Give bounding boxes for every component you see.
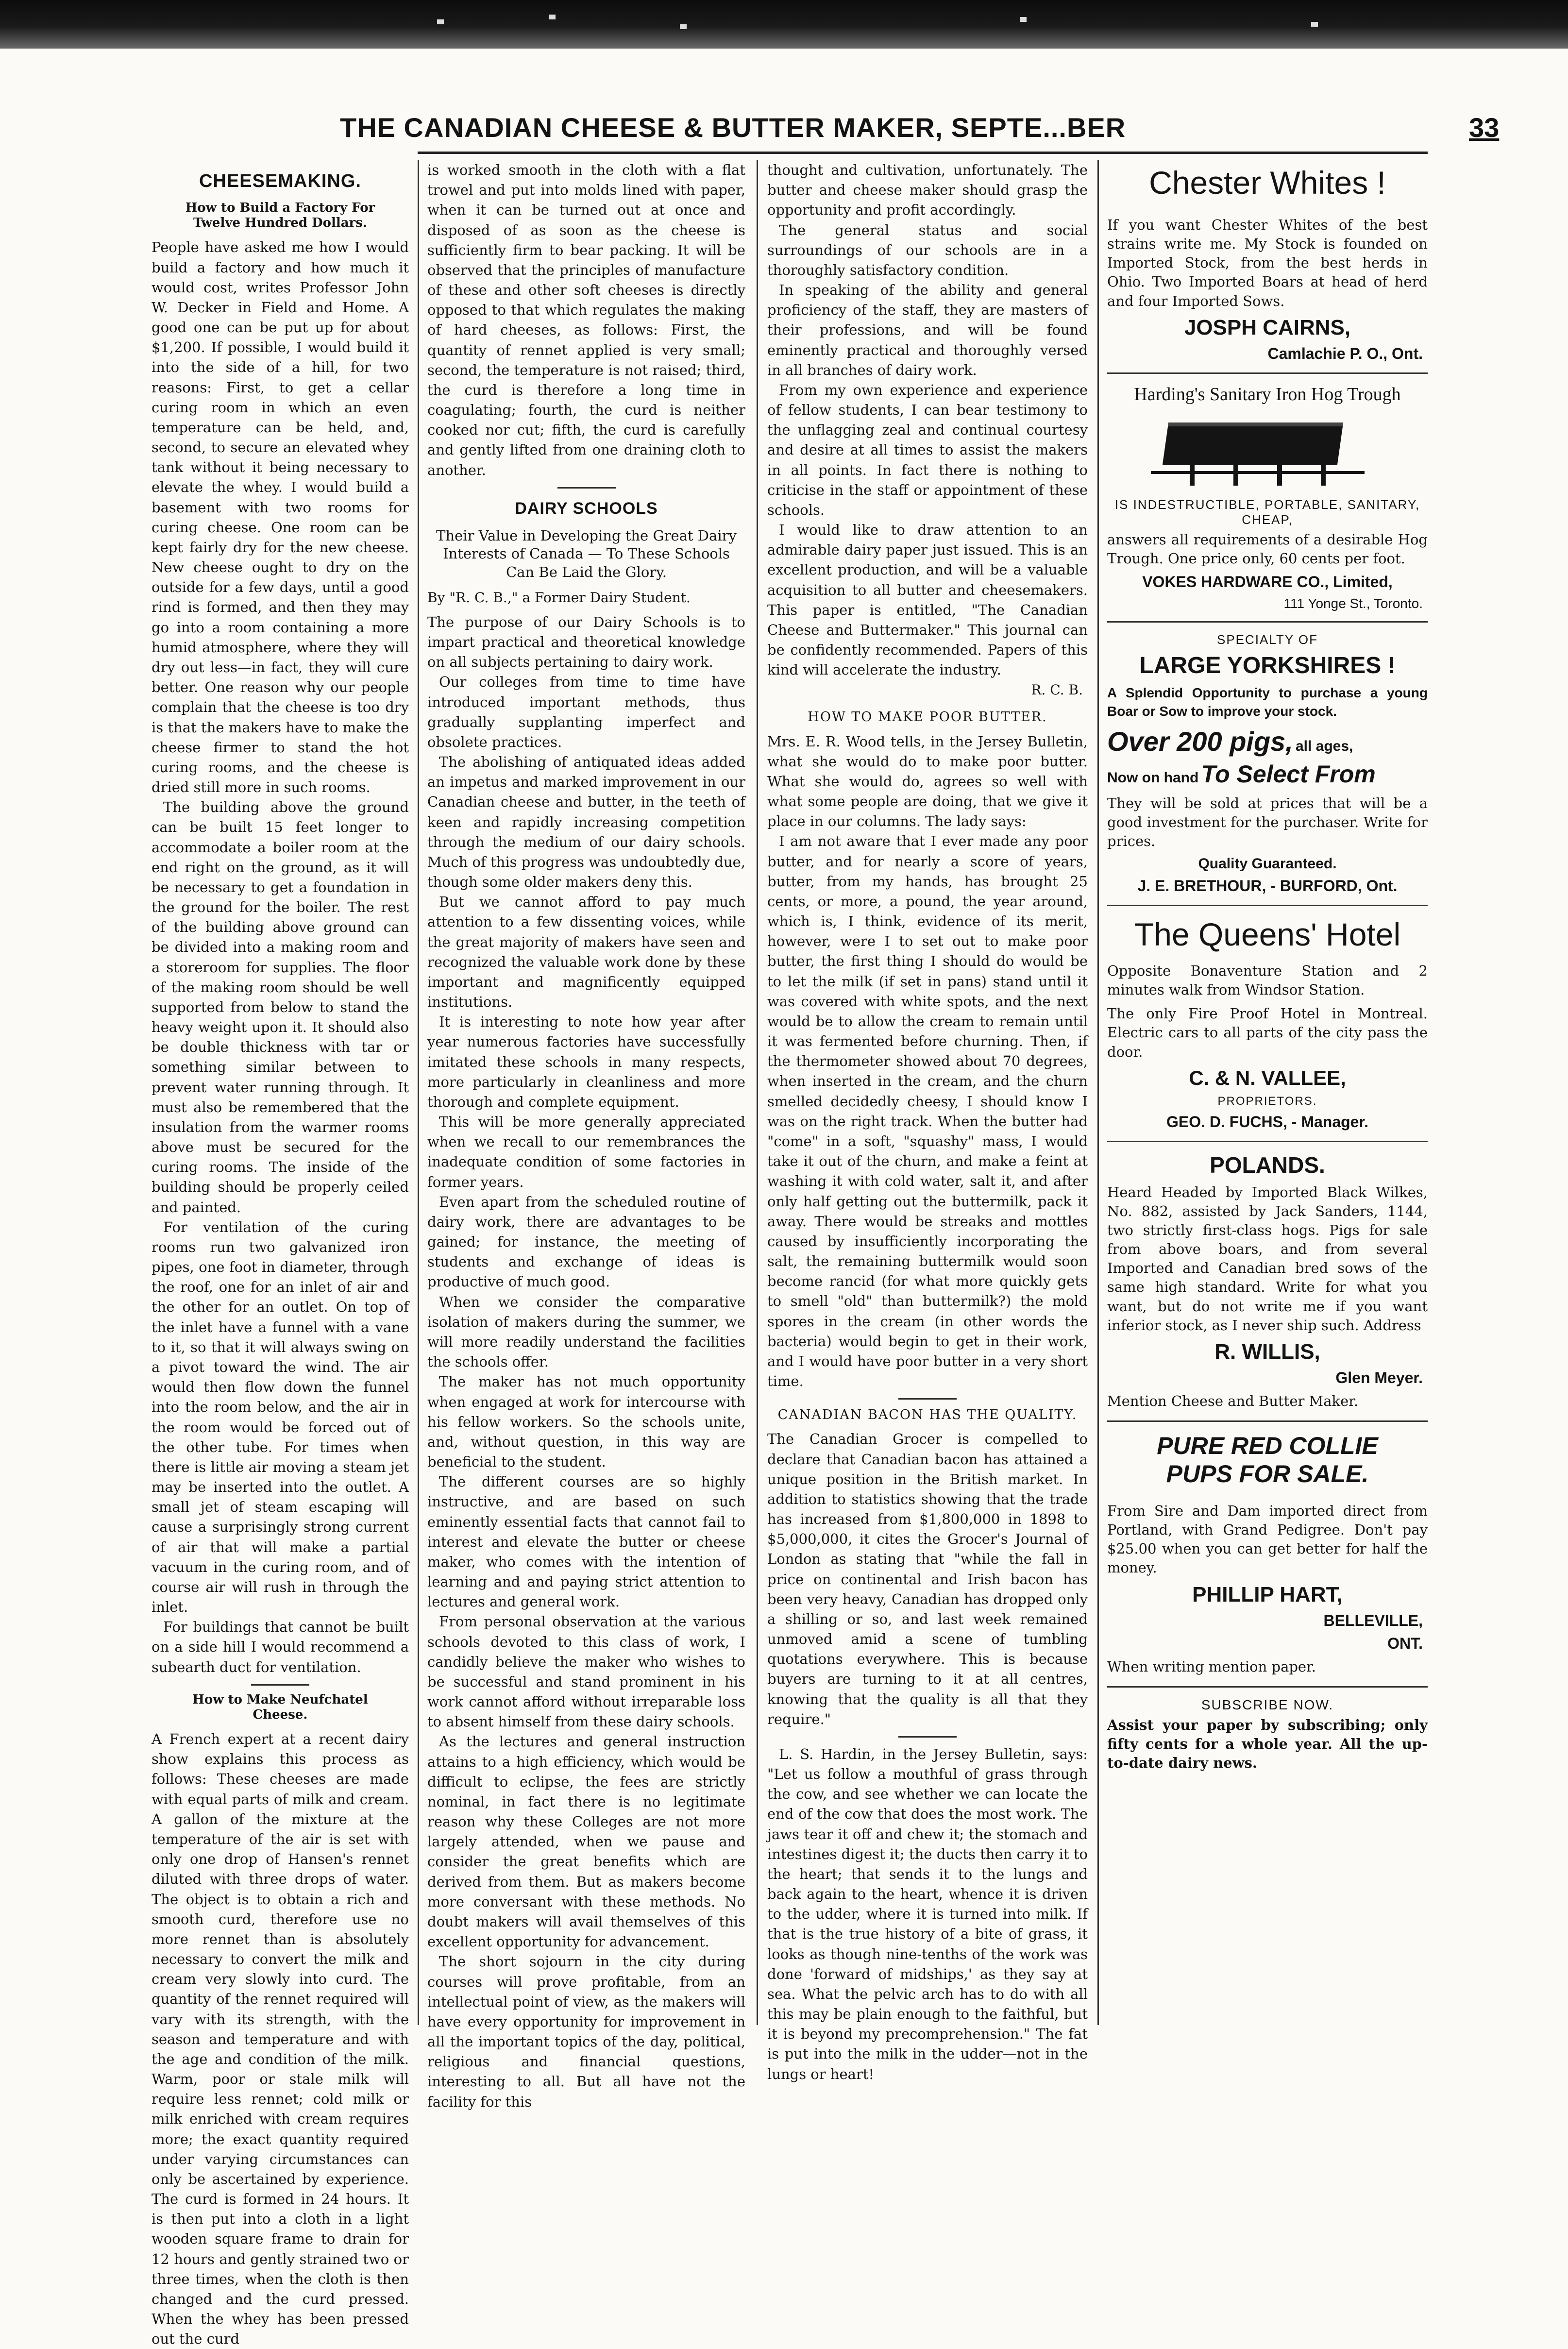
divider	[1107, 372, 1428, 374]
article-heading: HOW TO MAKE POOR BUTTER.	[808, 710, 1047, 725]
paragraph: People have asked me how I would build a factory and how much it would cost, writes Professor John W. Decker in Field and Home. A good one can be put up for about $1,200. If possible, I would build it into the side of a hill, for two reasons: First, to get a cellar curing room in which an even temperature can be held, and, second, to secure an elevated whey tank without it being necessary to elevate the whey. I would build a basement with two rooms for curing cheese. One room can be kept fairly dry for the new cheese. New cheese ought to dry on the outside for a few days, until a good rind is formed, and then they may go into a room containing a more humid atmosphere, where they will dry out less—in fact, they will cure better. One reason why our people complain that the cheese is too dry is that the makers have to make the cheese firmer to stand the hot curing rooms, and the cheese is dried still more in such rooms.	[152, 239, 409, 796]
article-subheading: Their Value in Developing the Great Dairy Interests of Canada — To These Schools Can Be Laid the Glory.	[436, 527, 737, 581]
ad-name: PHILLIP HART,	[1192, 1582, 1343, 1606]
paragraph: But we cannot afford to pay much attention to a few dissenting voices, while the great majority of makers have seen and recognized the valuable work done by these important and magnificently equipped institutions.	[427, 894, 745, 1011]
column-divider	[757, 160, 758, 2025]
ad-text: SPECIALTY OF	[1217, 632, 1318, 647]
divider	[557, 487, 616, 489]
paragraph: When we consider the comparative isolation of makers during the summer, we will more readily understand the facilities the schools offer.	[427, 1293, 745, 1370]
article-heading: DAIRY SCHOOLS	[515, 499, 658, 518]
ad-name: R. WILLIS,	[1214, 1339, 1320, 1364]
signature: R. C. B.	[1031, 682, 1083, 698]
ad-address: BELLEVILLE,	[1323, 1611, 1423, 1629]
ad-text: GEO. D. FUCHS, - Manager.	[1166, 1113, 1369, 1131]
ad-text: Now on hand	[1107, 769, 1199, 786]
column-2	[427, 160, 745, 2110]
article-heading: CANADIAN BACON HAS THE QUALITY.	[777, 1407, 1078, 1423]
divider	[1107, 1686, 1428, 1688]
ad-hog-trough-title: Harding's Sanitary Iron Hog Trough	[1134, 384, 1401, 405]
paragraph: is worked smooth in the cloth with a flat trowel and put into molds lined with paper, when it can be turned out at once and disposed of as soon as the cheese is sufficiently firm to bear packing. It will be observed that the principles of manufacture of these and other soft cheeses is directly opposed to that which regulates the making of hard cheeses, as follows: First, the quantity of rennet applied is very small; second, the temperature is not raised; third, the curd is therefore a long time in coagulating; fourth, the curd is neither cooked nor cut; fifth, the curd is carefully and gently lifted from one draining cloth to another.	[427, 162, 745, 478]
ad-polands-title: POLANDS.	[1210, 1152, 1325, 1178]
ad-text: Assist your paper by subscribing; only fifty cents for a whole year. All the up-to-date dairy news.	[1107, 1716, 1428, 1771]
ad-text: IS INDESTRUCTIBLE, PORTABLE, SANITARY, CHEAP,	[1114, 497, 1420, 527]
paragraph: The abolishing of antiquated ideas added an impetus and marked improvement in our Canadian cheese and butter, in the teeth of keen and rapidly increasing competition through the medium of our dairy schools. Much of this progress was undoubtedly due, though some older makers deny this.	[427, 754, 745, 891]
ad-text: Quality Guaranteed.	[1198, 856, 1337, 872]
header-rule	[418, 152, 1428, 154]
page-number: 33	[1469, 112, 1500, 143]
ad-name: C. & N. VALLEE,	[1189, 1066, 1346, 1089]
scan-border-bar	[0, 0, 1568, 49]
column-1	[152, 160, 409, 2348]
column-divider	[1097, 160, 1099, 2025]
ad-name: VOKES HARDWARE CO., Limited,	[1142, 573, 1393, 591]
byline: By "R. C. B.," a Former Dairy Student.	[427, 589, 691, 606]
paragraph: Mrs. E. R. Wood tells, in the Jersey Bulletin, what she would do to make poor butter. What she would do, agrees so well with what some people are doing, that we give it place in our columns. The lady says:	[767, 733, 1088, 830]
ad-chester-whites-title: Chester Whites !	[1149, 165, 1386, 201]
ad-big-text: Over 200 pigs,	[1107, 726, 1293, 757]
ad-queens-hotel-title: The Queens' Hotel	[1134, 916, 1401, 952]
paragraph: The short sojourn in the city during courses will prove profitable, from an intellectual point of view, as the makers will have every opportunity for improvement in all the important topics of the day, political, religious and financial questions, interesting to all. But all have not the facility for this	[427, 1953, 745, 2110]
paragraph: As the lectures and general instruction attains to a high efficiency, which would be difficult to eclipse, the fees are strictly nominal, in fact there is no legitimate reason why these Colleges are not more largely attended, when we pause and consider the great benefits which are derived from them. But as makers become more conversant with these methods. No doubt makers will avail themselves of this excellent opportunity for advancement.	[427, 1733, 745, 1950]
ad-text: They will be sold at prices that will be a good investment for the purchaser. Write for prices.	[1107, 794, 1428, 849]
paragraph: The Canadian Grocer is compelled to declare that Canadian bacon has attained a unique position in the British market. In addition to statistics showing that the trade has increased from $1,800,000 in 1898 to $5,000,000, it cites the Grocer's Journal of London as stating that "while the fall in price on continental and Irish bacon has been very heavy, Canadian has dropped only a shilling or so, and last week remained unmoved amid a scene of tumbling quotations everywhere. This is because buyers are turning to it at all centres, knowing that the quality is all that they require."	[767, 1431, 1088, 1727]
ad-text: The only Fire Proof Hotel in Montreal. Electric cars to all parts of the city pass the door.	[1107, 1005, 1428, 1060]
paragraph: I am not aware that I ever made any poor butter, and for nearly a score of years, butter, from my hands, has brought 25 cents, or more, a pound, the year around, which is, I think, evidence of its merit, however, were I to set out to make poor butter, the first thing I should do would be to let the milk (if set in pans) stand until it was covered with white spots, and the next would be to allow the cream to remain until it was fermented before churning. Then, if the thermometer showed about 70 degrees, when inserted in the cream, and the churn smelled decidedly cheesy, I should know I was on the right track. When the butter had "come" in a soft, "squashy" mass, I would take it out of the churn, and make a feint at washing it with cold water, salt it, and after only half getting out the buttermilk, pack it away. There would be streaks and mottles caused by insufficiently incorporating the salt, the remaining buttermilk would soon become rancid (for what more quickly gets to smell "old" than buttermilk?) the mold spores in the cream (in other words the bacteria) would begin to get in their work, and I would have poor butter in a very short time.	[767, 833, 1088, 1390]
paragraph: From my own experience and experience of fellow students, I can bear testimony to the unflagging zeal and continual courtesy and desire at all times to assist the makers in all points. In fact there is nothing to criticise in the staff or appointment of these schools.	[767, 381, 1088, 518]
ad-collie-title: PURE RED COLLIE	[1157, 1432, 1378, 1459]
divider	[898, 1736, 957, 1738]
paragraph: thought and cultivation, unfortunately. The butter and cheese maker should grasp the opportunity and profit accordingly.	[767, 162, 1088, 219]
paragraph: A French expert at a recent dairy show explains this process as follows: These cheeses are made with equal parts of milk and cream. A gallon of the mixture at the temperature of the air is set with only one drop of Hansen's rennet diluted with three drops of water. The object is to obtain a rich and smooth curd, therefore use no more rennet than is absolutely necessary to convert the milk and cream very slowly into curd. The quantity of the rennet required will vary with its strength, with the season and temperature and with the age and condition of the milk. Warm, poor or stale milk will require less rennet; cold milk or milk enriched with cream requires more; the exact quantity required under varying circumstances can only be ascertained by experience. The curd is formed in 24 hours. It is then put into a cloth in a light wooden square frame to drain for 12 hours and gently strained two or three times, when the cloth is then changed and the curd pressed. When the whey has been pressed out the curd	[152, 1731, 409, 2348]
paragraph: For ventilation of the curing rooms run two galvanized iron pipes, one foot in diameter, through the roof, one for an inlet of air and the other for an outlet. On top of the inlet have a funnel with a vane to it, so that it will always swing on a pivot toward the wind. The air would then flow down the funnel into the room below, and the air in the room would be forced out of the other tube. For times when there is little air moving a steam jet may be inserted into the outlet. A small jet of steam escaping will cause a surprisingly strong current of air that will make a partial vacuum in the curing room, and of course air will rush in through the inlet.	[152, 1218, 409, 1616]
column-4-advertisements	[1107, 160, 1428, 2035]
ad-collie-title: PUPS FOR SALE.	[1166, 1460, 1369, 1487]
paragraph: Our colleges from time to time have introduced important methods, thus gradually supplanting imperfect and obsolete practices.	[427, 674, 745, 750]
hog-trough-illustration	[1122, 413, 1413, 486]
ad-text: PROPRIETORS.	[1217, 1094, 1317, 1108]
ad-text: answers all requirements of a desirable Hog Trough. One price only, 60 cents per foot.	[1107, 531, 1428, 567]
column-3	[767, 160, 1088, 2082]
divider	[1107, 621, 1428, 623]
ad-text: If you want Chester Whites of the best strains write me. My Stock is founded on Imported Stock, from the best herds in Ohio. Two Imported Boars at head of herd and four Imported Sows.	[1107, 217, 1428, 309]
paragraph: It is interesting to note how year after year numerous factories have successfully imitated these schools in many respects, more particularly in cleanliness and more thorough and complete equipment.	[427, 1014, 745, 1110]
ad-address: 111 Yonge St., Toronto.	[1283, 595, 1423, 611]
article-heading: CHEESEMAKING.	[199, 171, 361, 191]
divider	[1107, 1420, 1428, 1422]
ad-text: A Splendid Opportunity to purchase a young Boar or Sow to improve your stock.	[1107, 685, 1428, 719]
divider	[898, 1398, 957, 1400]
paragraph: From personal observation at the various schools devoted to this class of work, I candidly believe the maker who wishes to be successful and stand prominent in his work cannot afford without irreparable loss to absent himself from these dairy schools.	[427, 1613, 745, 1730]
paragraph: L. S. Hardin, in the Jersey Bulletin, says: "Let us follow a mouthful of grass through the cow, and see whether we can locate the end of the cow that does the most work. The jaws tear it off and chew it; the stomach and intestines digest it; the ducts then carry it to the heart; that sends it to the lungs and back again to the heart, whence it is driven to the udder, where it is turned into milk. If that is the true history of a bite of grass, it looks as though nine-tenths of the work was done 'forward of midships,' as they say at sea. What the pelvic arch has to do with all this may be plain enough to the faithful, but it is beyond my precomprehension." The fat is put into the milk in the udder—not in the lungs or heart!	[767, 1745, 1088, 2082]
paragraph: Even apart from the scheduled routine of dairy work, there are advantages to be gained; for instance, the meeting of students and exchange of ideas is productive of much good.	[427, 1193, 745, 1290]
ad-address: ONT.	[1387, 1634, 1423, 1652]
paragraph: In speaking of the ability and general proficiency of the staff, they are masters of their professions, and will be found eminently practical and thoroughly versed in all branches of dairy work.	[767, 282, 1088, 378]
ad-text: Heard Headed by Imported Black Wilkes, No. 882, assisted by Jack Sanders, 1144, two strictly first-class hogs. Pigs for sale from above boars, and from several Imported and Canadian bred sows of the same high standard. Write for what you want, but do not write me if you want inferior stock, as I never ship such. Address	[1107, 1183, 1428, 1334]
ad-name: JOSPH CAIRNS,	[1184, 315, 1351, 339]
ad-yorkshires-title: LARGE YORKSHIRES !	[1139, 652, 1396, 678]
ad-text: From Sire and Dam imported direct from Portland, with Grand Pedigree. Don't pay $25.00 when you can get better for half the money.	[1107, 1502, 1428, 1576]
ad-text: Mention Cheese and Butter Maker.	[1107, 1392, 1359, 1409]
divider	[1107, 1141, 1428, 1142]
ad-text: Opposite Bonaventure Station and 2 minutes walk from Windsor Station.	[1107, 963, 1428, 998]
article-subheading: How to Make Neufchatel Cheese.	[192, 1692, 368, 1722]
paragraph: For buildings that cannot be built on a side hill I would recommend a subearth duct for ventilation.	[152, 1619, 409, 1675]
ad-address: Camlachie P. O., Ont.	[1267, 344, 1423, 362]
paragraph: The purpose of our Dairy Schools is to impart practical and theoretical knowledge on all subjects pertaining to dairy work.	[427, 613, 745, 671]
paragraph: This will be more generally appreciated when we recall to our remembrances the inadequate condition of some factories in former years.	[427, 1114, 745, 1190]
ad-name: J. E. BRETHOUR, - BURFORD, Ont.	[1137, 877, 1398, 895]
ad-subscribe-title: SUBSCRIBE NOW.	[1201, 1697, 1334, 1712]
divider	[1107, 905, 1428, 906]
ad-text: all ages,	[1295, 738, 1353, 754]
page-header: THE CANADIAN CHEESE & BUTTER MAKER, SEPTE...BER	[340, 112, 1126, 143]
article-subheading: How to Build a Factory For Twelve Hundred Dollars.	[185, 201, 375, 231]
paragraph: I would like to draw attention to an admirable dairy paper just issued. This is an excellent production, and will be a valuable acquisition to all butter and cheesemakers. This paper is entitled, "The Canadian Cheese and Buttermaker." This journal can be confidently recommended. Papers of this kind will accelerate the industry.	[767, 522, 1088, 678]
ad-address: Glen Meyer.	[1335, 1369, 1423, 1386]
paragraph: The building above the ground can be built 15 feet longer to accommodate a boiler room at the end right on the ground, as it will be necessary to get a foundation in the ground for the boiler. The rest of the building above ground can be divided into a making room and a storeroom for supplies. The floor of the making room should be well supported from below to stand the heavy weight upon it. It should also be double thickness with tar or something similar between to prevent water running through. It must also be remembered that the insulation from the warmer rooms above must be secured for the curing rooms. The inside of the building should be properly ceiled and painted.	[152, 799, 409, 1216]
divider	[251, 1684, 309, 1686]
paragraph: The maker has not much opportunity when engaged at work for intercourse with his fellow workers. So the schools unite, and, without question, in this way are beneficial to the student.	[427, 1373, 745, 1470]
paragraph: The different courses are so highly instructive, and are based on such eminently essential facts that cannot fail to interest and elevate the butter or cheese maker, who comes with the intention of learning and and paying strict attention to lectures and general work.	[427, 1473, 745, 1610]
column-divider	[418, 160, 419, 2025]
paragraph: The general status and social surroundings of our schools are in a thoroughly satisfactory condition.	[767, 221, 1088, 278]
ad-big-text: To Select From	[1201, 760, 1376, 788]
ad-text: When writing mention paper.	[1107, 1658, 1316, 1675]
